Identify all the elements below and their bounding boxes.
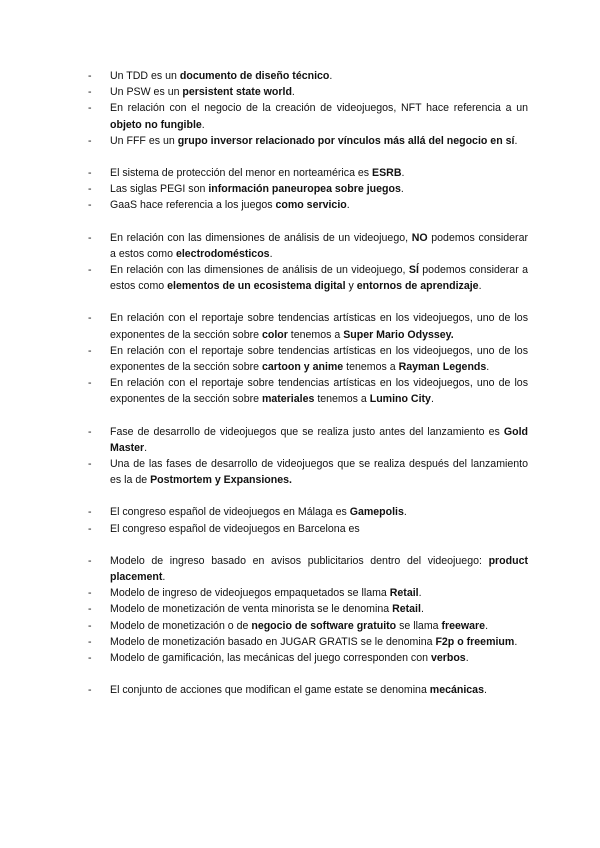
bullet-group	[88, 310, 528, 407]
text-segment: .	[401, 167, 405, 180]
bold-segment: negocio de software gratuito	[251, 619, 397, 632]
text-segment: se llama	[396, 619, 442, 632]
bold-segment: electrodomésticos	[175, 247, 270, 260]
dash-bullet: -	[88, 312, 92, 325]
text-segment: En relación con el reportaje sobre tendencias artísticas en los videojuegos, uno de los exponentes de la sección sobre	[110, 344, 528, 374]
text-segment: Modelo de ingreso basado en avisos publicitarios dentro del videojuego:	[110, 554, 489, 567]
dash-bullet: -	[88, 344, 92, 357]
text-segment: .	[418, 587, 422, 600]
bullet-item	[88, 230, 528, 262]
bullet-item	[88, 504, 528, 520]
dash-bullet: -	[88, 522, 92, 535]
text-segment: .	[514, 134, 518, 147]
bullet-text	[110, 618, 528, 634]
bold-segment: Gold Master	[110, 425, 528, 454]
bullet-item	[88, 585, 528, 601]
bold-segment: color	[261, 328, 288, 341]
text-segment: Modelo de monetización o de	[110, 619, 252, 632]
bullet-text	[110, 553, 528, 585]
bold-segment: objeto no fungible	[110, 118, 202, 131]
bullet-text	[110, 424, 528, 456]
bold-segment: F2p o freemium	[435, 635, 515, 648]
bold-segment: como servicio	[275, 199, 347, 212]
dash-bullet: -	[88, 458, 92, 471]
bold-segment: ESRB	[372, 167, 402, 180]
bullet-item	[88, 197, 528, 213]
bullet-group	[88, 504, 528, 536]
text-segment: El congreso español de videojuegos en Málaga es	[110, 506, 350, 519]
bullet-text	[110, 181, 528, 197]
bullet-text	[110, 521, 528, 537]
bold-segment: NO	[411, 231, 428, 244]
bold-segment: materiales	[261, 393, 315, 406]
dash-bullet: -	[88, 199, 92, 212]
bullet-text	[110, 165, 528, 181]
text-segment: En relación con el reportaje sobre tendencias artísticas en los videojuegos, uno de los exponentes de la sección sobre	[110, 312, 528, 341]
text-segment: Fase de desarrollo de videojuegos que se realiza justo antes del lanzamiento es	[110, 425, 504, 438]
bold-segment: Rayman Legends	[398, 361, 487, 374]
dash-bullet: -	[88, 635, 92, 648]
text-segment: .	[485, 619, 489, 632]
text-segment: Modelo de monetización de venta minorista se le denomina	[110, 603, 393, 616]
bold-segment: Super Mario Odyssey.	[343, 328, 454, 341]
bullet-item	[88, 456, 528, 488]
text-segment: .	[514, 635, 518, 648]
text-segment: .	[465, 652, 469, 665]
text-segment: Un TDD es un	[110, 70, 180, 82]
bullet-text	[110, 230, 528, 262]
bullet-group	[88, 553, 528, 666]
bullet-item	[88, 262, 528, 294]
bullet-item	[88, 650, 528, 666]
dash-bullet: -	[88, 102, 92, 115]
text-segment: .	[144, 441, 148, 454]
bullet-item	[88, 343, 528, 375]
text-segment: Las siglas PEGI son	[110, 183, 209, 196]
text-segment: Una de las fases de desarrollo de videojuegos que se realiza después del lanzamiento es la de	[110, 458, 528, 487]
bold-segment: SÍ	[408, 264, 419, 277]
text-segment: podemos considerar a estos como	[110, 264, 528, 293]
bullet-item	[88, 375, 528, 407]
bold-segment: Lumino City	[369, 393, 431, 406]
dash-bullet: -	[88, 70, 92, 82]
bullet-text	[110, 585, 528, 601]
bold-segment: Gamepolis	[349, 506, 404, 519]
bullet-item	[88, 84, 528, 100]
bullet-text	[110, 310, 528, 342]
text-segment: Un PSW es un	[110, 86, 183, 99]
bold-segment: Postmortem y Expansiones.	[150, 474, 292, 487]
dash-bullet: -	[88, 652, 92, 665]
text-segment: Un FFF es un	[110, 134, 178, 147]
bullet-group	[88, 424, 528, 489]
bold-segment: verbos	[430, 652, 466, 665]
dash-bullet: -	[88, 684, 92, 697]
bullet-text	[110, 601, 528, 617]
text-segment: El sistema de protección del menor en norteamérica es	[110, 167, 373, 180]
bullet-text	[110, 375, 528, 407]
bullet-item	[88, 682, 528, 698]
bullet-item	[88, 68, 528, 84]
bullet-text	[110, 456, 528, 488]
text-segment: .	[269, 247, 273, 260]
dash-bullet: -	[88, 377, 92, 390]
bullet-text	[110, 634, 528, 650]
bullet-item	[88, 424, 528, 456]
bold-segment: product placement	[110, 554, 528, 584]
bullet-text	[110, 100, 528, 132]
text-segment: En relación con el reportaje sobre tendencias artísticas en los videojuegos, uno de los exponentes de la sección sobre	[110, 377, 528, 406]
text-segment: En relación con las dimensiones de análisis de un videojuego,	[110, 231, 412, 244]
bullet-text	[110, 343, 528, 375]
dash-bullet: -	[88, 506, 92, 519]
text-segment: tenemos a	[314, 393, 370, 406]
bullet-item	[88, 165, 528, 181]
bullet-text	[110, 682, 528, 698]
text-segment: El conjunto de acciones que modifican el game estate se denomina	[110, 684, 430, 697]
text-segment: .	[346, 199, 350, 212]
bold-segment: documento de diseño técnico	[179, 70, 330, 82]
bullet-group	[88, 682, 528, 698]
text-segment: .	[430, 393, 434, 406]
bullet-text	[110, 84, 528, 100]
text-segment: .	[162, 571, 166, 584]
bullet-item	[88, 181, 528, 197]
dash-bullet: -	[88, 264, 92, 277]
bold-segment: cartoon y anime	[261, 361, 344, 374]
text-segment: Modelo de ingreso de videojuegos empaquetados se llama	[110, 587, 390, 600]
text-segment: En relación con el negocio de la creación de videojuegos, NFT hace referencia a un	[110, 102, 528, 115]
dash-bullet: -	[88, 603, 92, 616]
text-segment: .	[478, 280, 482, 293]
text-segment: podemos considerar a estos como	[110, 231, 528, 260]
bullet-item	[88, 601, 528, 617]
text-segment: .	[403, 506, 407, 519]
text-segment: .	[329, 70, 333, 82]
bullet-group	[88, 68, 528, 149]
dash-bullet: -	[88, 86, 92, 99]
bullet-text	[110, 504, 528, 520]
bullet-group	[88, 230, 528, 295]
dash-bullet: -	[88, 167, 92, 180]
bullet-item	[88, 634, 528, 650]
bullet-text	[110, 197, 528, 213]
text-segment: y	[345, 280, 357, 293]
bold-segment: información paneuropea sobre juegos	[208, 183, 401, 196]
bold-segment: Retail	[389, 587, 419, 600]
text-segment: Modelo de gamificación, las mecánicas del juego corresponden con	[110, 652, 431, 665]
dash-bullet: -	[88, 619, 92, 632]
text-segment: .	[486, 361, 490, 374]
bullet-text	[110, 133, 528, 149]
bullet-text	[110, 262, 528, 294]
dash-bullet: -	[88, 554, 92, 567]
dash-bullet: -	[88, 134, 92, 147]
dash-bullet: -	[88, 425, 92, 438]
text-segment: GaaS hace referencia a los juegos	[110, 199, 276, 212]
bold-segment: grupo inversor relacionado por vínculos más allá del negocio en sí	[177, 134, 515, 147]
bullet-group	[88, 165, 528, 214]
bullet-item	[88, 553, 528, 585]
bold-segment: entornos de aprendizaje	[356, 280, 479, 293]
text-segment: tenemos a	[287, 328, 344, 341]
text-segment: .	[291, 86, 295, 99]
text-segment: .	[483, 684, 487, 697]
bullet-item	[88, 618, 528, 634]
text-segment: .	[400, 183, 404, 196]
bullet-item	[88, 310, 528, 342]
text-segment: .	[201, 118, 205, 131]
text-segment: El congreso español de videojuegos en Barcelona es	[110, 522, 360, 535]
text-segment: En relación con las dimensiones de análisis de un videojuego,	[110, 264, 409, 277]
dash-bullet: -	[88, 183, 92, 196]
bullet-text	[110, 68, 528, 84]
bullet-item	[88, 100, 528, 132]
dash-bullet: -	[88, 587, 92, 600]
bold-segment: freeware	[441, 619, 486, 632]
text-segment: .	[420, 603, 424, 616]
text-segment: Modelo de monetización basado en JUGAR GRATIS se le denomina	[110, 635, 436, 648]
bullet-text	[110, 650, 528, 666]
bold-segment: elementos de un ecosistema digital	[167, 280, 346, 293]
text-segment: tenemos a	[343, 361, 399, 374]
bold-segment: Retail	[392, 603, 421, 616]
bold-segment: persistent state world	[182, 86, 292, 99]
bold-segment: mecánicas	[429, 684, 484, 697]
bullet-list	[88, 68, 528, 715]
bullet-item	[88, 521, 528, 537]
dash-bullet: -	[88, 231, 92, 244]
bullet-item	[88, 133, 528, 149]
